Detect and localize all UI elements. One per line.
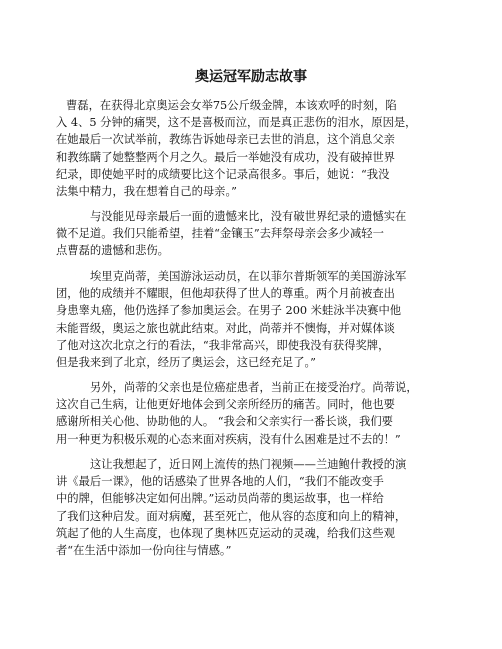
paragraph-line: 讲《最后一课》，他的话感染了世界各地的人们，“我们不能改变手 [56, 475, 384, 489]
paragraph-line: 这次自己生病，让他更好地体会到父亲所经历的痛苦。同时，他也要 [56, 398, 395, 412]
paragraph-line: 在她最后一次试举前，教练告诉她母亲已去世的消息，这个消息父亲 [56, 133, 395, 147]
paragraph-line: 法集中精力，我在想着自己的母亲。” [56, 185, 237, 199]
paragraph-line: 了他对这次北京之行的看法，“我非常高兴，即使我没有获得奖牌， [56, 338, 390, 352]
paragraph-line: 感谢所相关心他、协助他的人。 “我会和父亲实行一番长谈，我们要 [56, 415, 393, 429]
paragraph-line: 中的牌，但能够决定如何出牌。”运动员尚蒂的奥运故事，也一样给 [56, 492, 384, 506]
paragraph-line: 曹磊，在获得北京奥运会女举75公斤级金牌，本该欢呼的时刻，陷 [66, 99, 397, 112]
paragraph-line: 者“在生活中添加一份向往与情感。” [56, 544, 232, 558]
paragraph-4 [56, 379, 456, 448]
paragraph-line: 与没能见母亲最后一面的遗憾来比，没有破世界纪录的遗憾实在 [90, 210, 407, 223]
paragraph-1 [56, 97, 456, 200]
paragraph-2 [56, 208, 456, 260]
paragraph-line: 筑起了他的人生高度，也体现了奥林匹克运动的灵魂，给我们这些观 [56, 526, 395, 540]
page-title: 奥运冠军励志故事 [195, 69, 307, 85]
paragraph-line: 未能晋级，奥运之旅也就此结束。对此，尚蒂并不懊悔，并对媒体谈 [56, 321, 395, 335]
paragraph-line: 入 4、5 分钟的痛哭，这不是喜极而泣，而是真正悲伤的泪水，原因是， [56, 116, 417, 130]
paragraph-line: 团，他的成绩并不耀眼，但他却获得了世人的尊重。两个月前被查出 [56, 287, 395, 301]
paragraph-line: 但是我来到了北京，经历了奥运会，这已经充足了。” [56, 356, 316, 370]
paragraph-3 [56, 268, 456, 371]
paragraph-line: 点曹磊的遗憾和悲伤。 [56, 244, 169, 258]
paragraph-line: 了我们这种启发。面对病魔，甚至死亡，他从容的态度和向上的精神， [56, 509, 407, 523]
paragraph-line: 用一种更为积极乐观的心态来面对疾病，没有什么困难是过不去的！” [56, 432, 401, 446]
paragraph-line: 和教练瞒了她整整两个月之久。最后一举她没有成功，没有破掉世界 [56, 150, 395, 164]
paragraph-line: 另外，尚蒂的父亲也是位癌症患者，当前正在接受治疗。尚蒂说， [90, 381, 418, 394]
paragraph-line: 这让我想起了，近日网上流传的热门视频——兰迪鲍什教授的演 [90, 458, 407, 471]
paragraph-line: 纪录，即使她平时的成绩要比这个记录高很多。事后，她说：“我没 [56, 167, 390, 181]
paragraph-5 [56, 456, 456, 559]
paragraph-line: 身患睾丸癌，他仍选择了参加奥运会。在男子 200 米蛙泳半决赛中他 [56, 304, 402, 318]
paragraph-line: 埃里克尚蒂，美国游泳运动员，在以菲尔普斯领军的美国游泳军 [90, 270, 407, 283]
paragraph-line: 微不足道。我们只能希望，挂着“金镶玉”去拜祭母亲会多少减轻一 [56, 227, 384, 241]
